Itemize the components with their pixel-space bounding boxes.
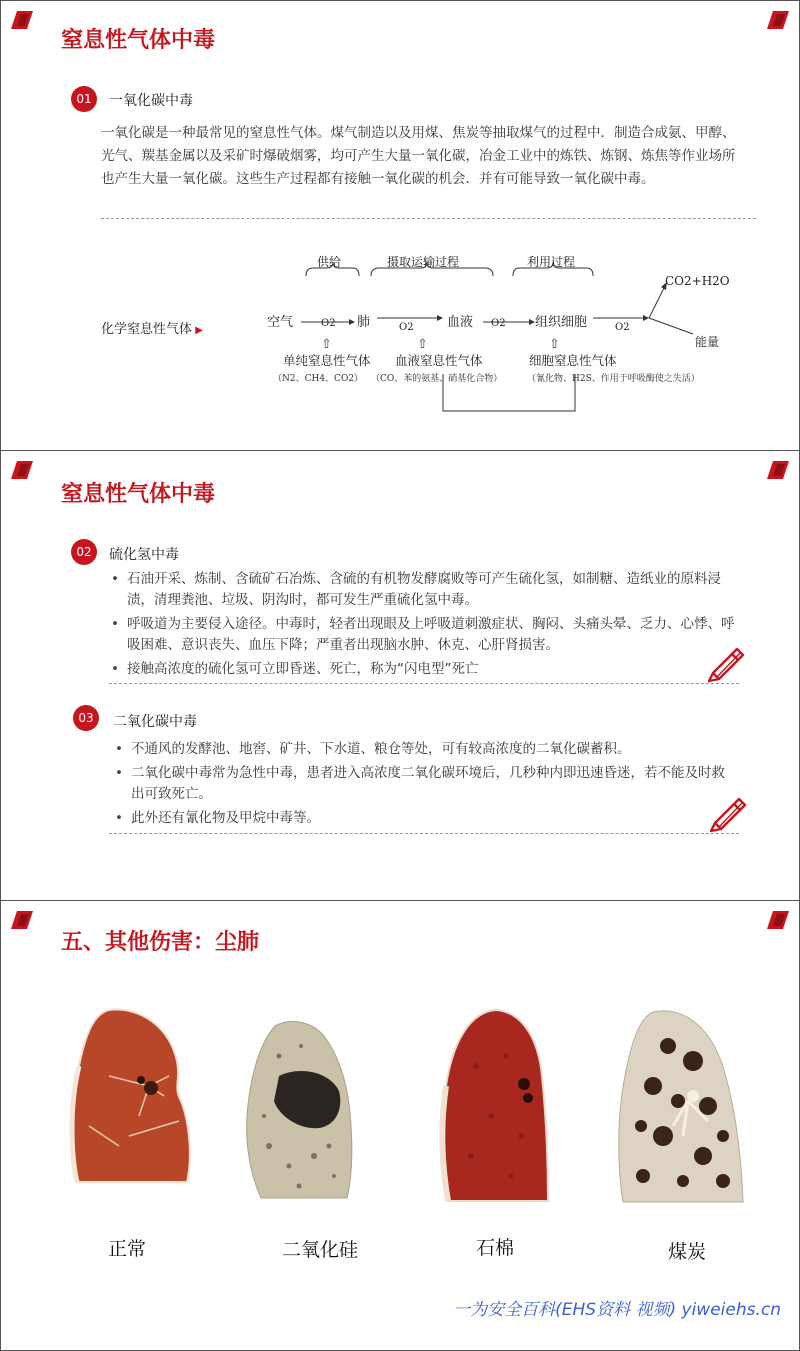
- lung-image-normal: [69, 1006, 199, 1186]
- list-item: • 不通风的发酵池、地窖、矿井、下水道、粮仓等处，可有较高浓度的二氧化碳蓄积。: [113, 739, 738, 760]
- type-simple-examples: （N2、CH4、CO2）: [273, 374, 364, 384]
- svg-text:⇧: ⇧: [417, 337, 428, 352]
- lung-label-asbestos: 石棉: [476, 1237, 515, 1259]
- lung-label-coal: 煤炭: [668, 1241, 707, 1263]
- section-heading: 硫化氢中毒: [109, 547, 179, 563]
- corner-logo-icon: [11, 11, 33, 29]
- type-blood-examples: （CO、苯的氨基、硝基化合物）: [371, 374, 503, 384]
- slide-title: 窒息性气体中毒: [61, 28, 216, 53]
- slide-title: 窒息性气体中毒: [61, 482, 216, 507]
- list-item: • 此外还有氰化物及甲烷中毒等。: [113, 808, 738, 829]
- lung-label-silica: 二氧化硅: [282, 1239, 359, 1261]
- node-air: 空气: [267, 315, 294, 330]
- list-item: • 呼吸道为主要侵入途径。中毒时，轻者出现眼及上呼吸道刺激症状、胸闷、头痛头晕、乏力、心悸、呼吸困难、意识丧失、血压下降；严重者出现脑水肿、休克、心肝肾损害。: [109, 614, 739, 656]
- divider: [109, 683, 739, 684]
- type-simple: 单纯窒息性气体: [283, 353, 371, 368]
- slide-co-poisoning: [0, 0, 800, 451]
- slide-title: 五、其他伤害：尘肺: [61, 930, 260, 955]
- node-tissue-cell: 组织细胞: [535, 315, 588, 330]
- product-label: CO2+H2O: [665, 274, 730, 288]
- pen-icon: [703, 643, 747, 683]
- asphyxiation-diagram: [261, 246, 741, 421]
- list-item: • 接触高浓度的硫化氢可立即昏迷、死亡，称为“闪电型”死亡: [109, 659, 739, 680]
- phase-supply: 供给: [317, 255, 342, 269]
- o2-label: O2: [615, 322, 630, 333]
- corner-logo-icon: [11, 911, 33, 929]
- section-heading: 二氧化碳中毒: [113, 714, 197, 730]
- lung-image-asbestos: [436, 1006, 556, 1206]
- node-lung: 肺: [357, 315, 371, 330]
- diagram-side-label: 化学窒息性气体 ▶: [101, 322, 203, 337]
- divider: [101, 218, 756, 219]
- lung-image-coal: [613, 1006, 748, 1206]
- o2-label: O2: [399, 322, 414, 333]
- section-number-badge: 03: [73, 705, 99, 731]
- footer-watermark-link[interactable]: 一为安全百科(EHS资料 视频) yiweiehs.cn: [453, 1300, 781, 1320]
- lung-image-silica: [239, 1016, 369, 1206]
- corner-logo-icon: [767, 911, 789, 929]
- node-energy: 能量: [695, 335, 720, 349]
- type-cell-examples: （氰化物、H2S、作用于呼吸酶使之失活）: [527, 374, 700, 384]
- section-number-badge: 02: [71, 539, 97, 565]
- corner-logo-icon: [767, 11, 789, 29]
- svg-text:⇧: ⇧: [549, 337, 560, 352]
- bullet-list: [109, 569, 739, 683]
- o2-label: O2: [321, 318, 336, 329]
- phase-utilization: 利用过程: [527, 255, 576, 269]
- lung-label-normal: 正常: [108, 1238, 147, 1260]
- pen-icon: [705, 793, 749, 833]
- list-item: • 石油开采、炼制、含硫矿石冶炼、含硫的有机物发酵腐败等可产生硫化氢，如制糖、造纸业的原料浸渍，清理粪池、垃圾、阴沟时，都可发生严重硫化氢中毒。: [109, 569, 739, 611]
- type-blood: 血液窒息性气体: [395, 353, 483, 368]
- phase-transport: 摄取运输过程: [387, 255, 460, 269]
- section-heading: 一氧化碳中毒: [109, 93, 193, 109]
- svg-text:⇧: ⇧: [321, 337, 332, 352]
- slide-h2s-co2-poisoning: [0, 450, 800, 901]
- bullet-list: [113, 739, 738, 832]
- type-cell: 细胞窒息性气体: [529, 353, 617, 368]
- corner-logo-icon: [11, 461, 33, 479]
- o2-label: O2: [491, 318, 506, 329]
- corner-logo-icon: [767, 461, 789, 479]
- node-blood: 血液: [447, 315, 474, 330]
- list-item: • 二氧化碳中毒常为急性中毒，患者进入高浓度二氧化碳环境后，几秒种内即迅速昏迷，若不能及时救出可致死亡。: [113, 763, 738, 805]
- section-number-badge: 01: [71, 86, 97, 112]
- section-paragraph: 一氧化碳是一种最常见的窒息性气体。煤气制造以及用煤、焦炭等抽取煤气的过程中．制造合成氨、甲醇、光气、羰基金属以及采矿时爆破烟雾，均可产生大量一氧化碳，冶金工业中的炼铁、炼钢、炼焦等作业场所也产生大量一氧化碳。这些生产过程都有接触一氧化碳的机会．并有可能导致一氧化碳中毒。: [101, 125, 736, 187]
- divider: [109, 833, 739, 834]
- slide-pneumoconiosis: [0, 900, 800, 1351]
